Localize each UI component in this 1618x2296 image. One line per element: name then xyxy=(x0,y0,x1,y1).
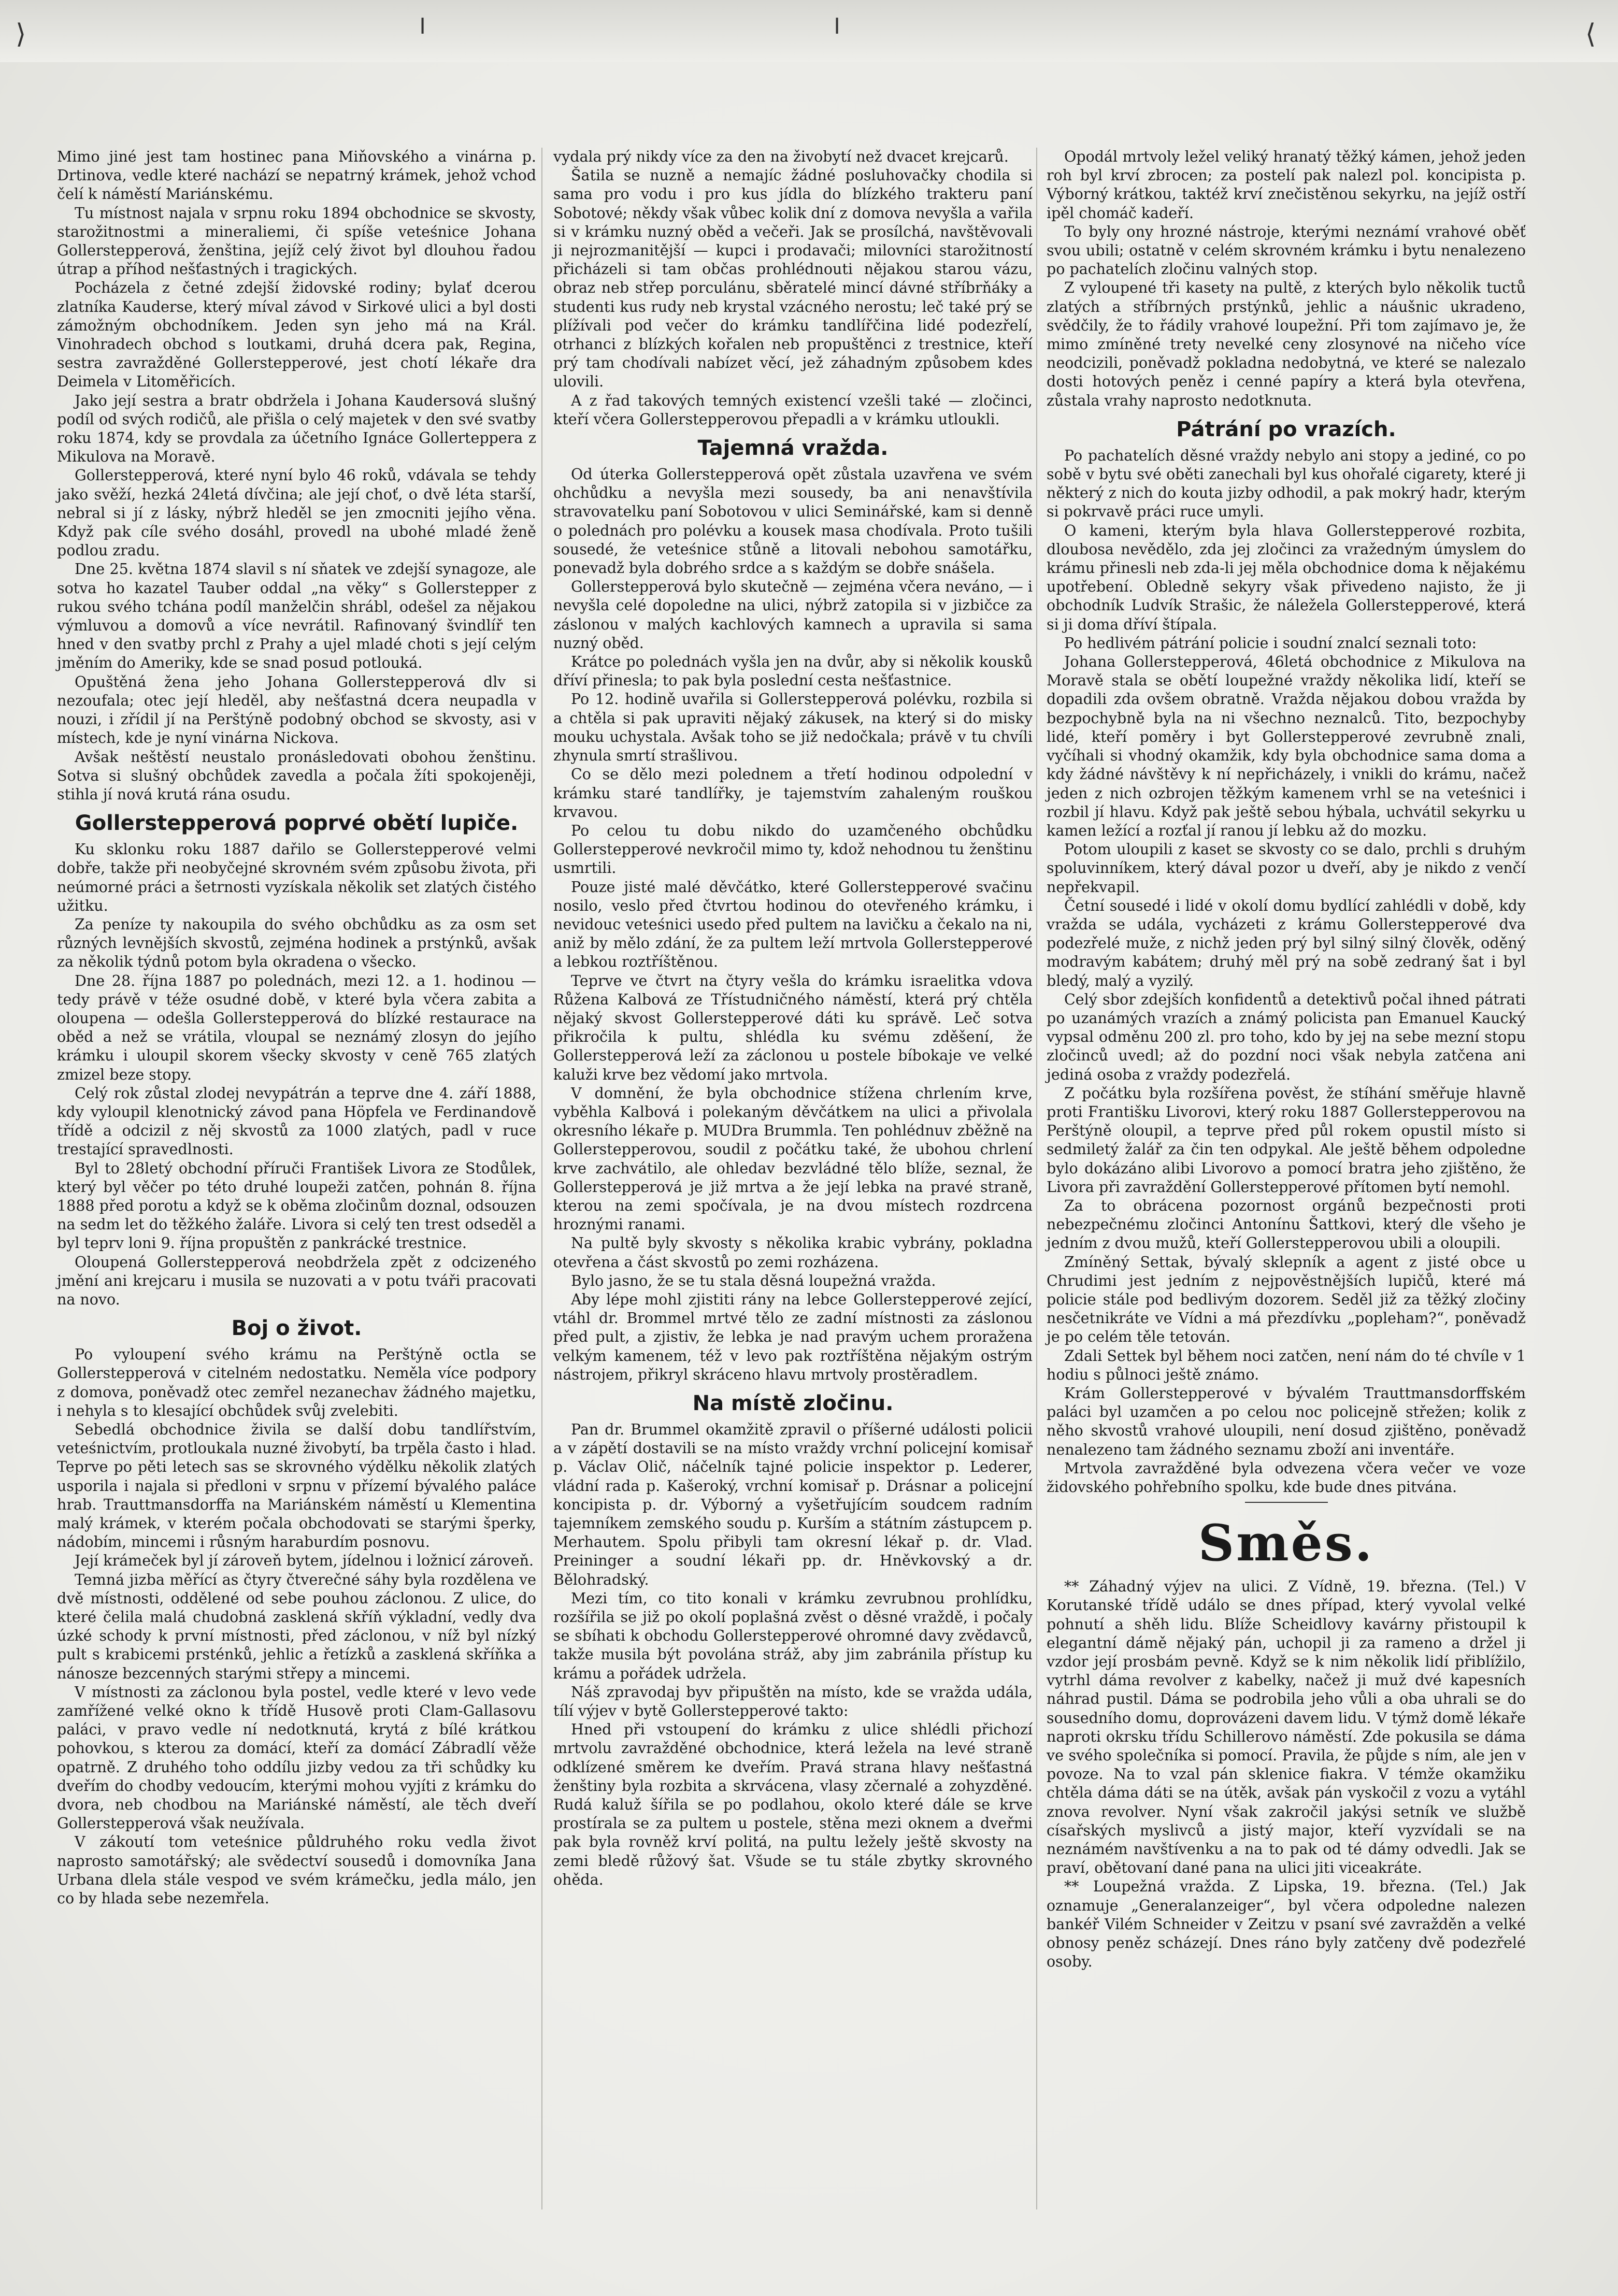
section-heading: Tajemná vražda. xyxy=(697,436,889,461)
paragraph: Krátce po polednách vyšla jen na dvůr, aby si několik kousků dříví přinesla; to pak byla poslední cesta nešťastnice. xyxy=(553,653,1033,690)
column-divider-2 xyxy=(1036,148,1037,2209)
paragraph: Mrtvola zavražděné byla odvezena včera večer ve voze židovského pohřebního spolku, kde bude dnes pitvána. xyxy=(1047,1459,1526,1496)
paragraph: Ku sklonku roku 1887 dařilo se Gollerstepperové velmi dobře, takže při neobyčejné skrovném svém způsobu života, při neúmorné práci a šetrnosti vyzískala několik set zlatých čistého užitku. xyxy=(57,841,536,914)
section-rule xyxy=(1245,1502,1328,1503)
paragraph: Od úterka Gollerstepperová opět zůstala uzavřena ve svém ohchůdku a nevyšla mezi sousedy, ba ani nenavštívila stravovatelku paní Sobotovou v ulici Seminářské, kam si denně o polednách pro polévku a kousek masa chodívala. Proto tušili sousedé, že veteśnice stůně a litovali nebohou samotářku, ponevadž byla dobrého srdce a s každým se dobře snášela. xyxy=(553,466,1033,577)
section-heading: Boj o život. xyxy=(231,1316,362,1341)
paragraph: Po hedlivém pátrání policie i soudní znalcí seznali toto: xyxy=(1064,634,1477,652)
paragraph: Náš zpravodaj byv připuštěn na místo, kde se vražda udála, tílí výjev v bytě Gollerstepperové takto: xyxy=(553,1683,1033,1720)
paragraph: Byl to 28letý obchodní příruči František Livora ze Stodůlek, který byl věčer po této druhé loupeži zatčen, pohnán 8. října 1888 před porotu a když se k oběma zločinům doznal, odsouzen na sedm let do těžkého žaláře. Livora si celý ten trest odseděl a byl teprv loni 9. října propuštěn z pankrácké trestnice. xyxy=(57,1159,536,1252)
paragraph: Za peníze ty nakoupila do svého obchůdku as za osm set různých levnějších skvostů, zejména hodinek a prstýnků, avšak za několik týdnů potom byla okradena o všecko. xyxy=(57,915,536,971)
section-heading: Gollerstepperová poprvé obětí lupiče. xyxy=(75,811,519,836)
scan-mark-center: ╵ xyxy=(829,19,846,50)
paragraph: Celý sbor zdejších konfidentů a detektivů počal ihned pátrati po uzanámých vrazích a známý policista pan Emanuel Kaucký vypsal odměnu 200 zl. pro toho, kdo by jej na sebe mezní stopu zločinců uvedl; až do pozdní noci však nebyla zatčena ani jediná osoba z vraždy podezřelá. xyxy=(1047,991,1526,1083)
column-3 xyxy=(1047,148,1526,1971)
paragraph: Celý rok zůstal zlodej nevypátrán a teprve dne 4. září 1888, kdy vyloupil klenotnický závod pana Höpfela ve Ferdinandově třídě a odcizil z něj skvostů za 1000 zlatých, padl v ruce trestající spravedlnosti. xyxy=(57,1084,536,1158)
paragraph: Pouze jisté malé děvčátko, které Gollerstepperové svačinu nosilo, veslo před čtvrtou hodinou do otevřeného krámku, i nevidouc veteśnici usedo před pultem na lavičku a čekalo na ni, aniž by mělo zdání, že za pultem leží mrtvola Gollerstepperové a lebkou roztříštěnou. xyxy=(553,878,1033,971)
paragraph: Opuštěná žena jeho Johana Gollerstepperová dlv si nezoufala; otec její hleděl, aby nešťastná dcera neupadla v nouzi, i zřídil jí na Perštýně podobný obchod se skvosty, asi v místech, kde je nyní vinárna Nickova. xyxy=(57,673,536,747)
paragraph: Po pachatelích děsné vraždy nebylo ani stopy a jediné, co po sobě v bytu své oběti zanechali byl kus ohořalé cigarety, které ji některý z nich do kouta jizby odhodil, a pak mokrý hadr, kterým si pokrvavě práci ruce umyli. xyxy=(1047,447,1526,521)
paragraph: Johana Gollerstepperová, 46letá obchodnice z Mikulova na Moravě stala se obětí loupežné vraždy několika lidí, kteří se dopadili zda ovšem obratně. Vražda nějakou dobou vražda by bezpochybně byla na ni všechno neznalců. Tito, bezpochyby lidé, kteří poměry i byt Gollerstepperové zevrubně znali, vyčíhali si vhodný okamžik, kdy byla obchodnice sama doma a kdy žádné návštěvy k ní nepřicházely, i vnikli do krámu, načež jeden z nich ozbrojen těžkým kamenem vrhl se na veteśnici i rozbil jí hlavu. Když pak ještě sebou hýbala, uchvátil sekyrku u kamen ležící a rozťal jí ranou jí lebku až do mozku. xyxy=(1047,653,1526,839)
paragraph: Bylo jasno, že se tu stala děsná loupežná vražda. xyxy=(571,1272,936,1289)
paragraph: Po vyloupení svého krámu na Perštýně octla se Gollerstepperová v citelném nedostatku. Neměla více podpory z domova, poněvadž otec zemřel nezanechav žádného majetku, i nehyla s to klesající obchůdek svůj zvelebiti. xyxy=(57,1346,536,1419)
paragraph: vydala prý nikdy více za den na živobytí než dvacet krejcarů. xyxy=(553,148,1009,165)
paragraph: Temná jizba měřící as čtyry čtverečné sáhy byla rozdělena ve dvě místnosti, oddělené od sebe pouhou záclonou. Z ulice, do které čelila malá chudobná zasklená skříň výkladní, vedly dva úzké schody k první místnosti, před záclonou, v níž byl nízký pult s krabicemi prsténků, jehlic a řetízků a zasklená skříňka a nánosze bezcenných starými střepy a mincemi. xyxy=(57,1571,536,1682)
paragraph: Pan dr. Brummel okamžitě zpravil o příšerné události policii a v zápětí dostavili se na místo vraždy vrchní policejní komisař p. Václav Olič, náčelník tajné policie inspektor p. Lederer, vládní rada p. Kašeroký, vrchní komisař p. Drásnar a policejní koncipista p. dr. Výborný a vyšetřujícím soudcem radním tajemníkem zemského soudu p. Kurším a státním zástupcem p. Merhautem. Spolu přibyli tam okresní lékař p. dr. Vlad. Preininger a soudní lékaři pp. dr. Hněvkovský a dr. Bělohradský. xyxy=(553,1421,1033,1588)
paragraph: Šatila se nuzně a nemajíc žádné posluhovačky chodila si sama pro vodu i pro kus jídla do blízkého trakteru paní Sobotové; někdy však vůbec kolik dní z domova nevyšla a vařila si v krámku nuzný oběd a večeři. Jak se prosílchá, navštěvovali ji nejrozmanitější — kupci i prodavači; milovníci starožitností přicházeli si tam občas prohlédnouti nějakou starou vázu, obraz neb střep porculánu, sběratelé mincí dávné stříbrňáky a studenti kus rudy neb krystal vzácného nerostu; leč také prý se plížívali pod večer do krámku tandlířčina lidé podezřelí, otrhanci z blízkých kořalen neb propuštěnci z trestnice, kteří prý tam chodívali nabízet věcí, jež záhadným způsobem kdes ulovili. xyxy=(553,167,1033,391)
paragraph: Z vyloupené tři kasety na pultě, z kterých bylo několik tuctů zlatých a stříbrných prstýnků, jehlic a náušnic ukradeno, svědčily, že to řádily vrahové loupežní. Při tom zajímavo je, že mimo zmíněné trety nevelké ceny zlosynové na ničeho více neodcizili, poněvadž pokladna nedobytná, ve které se nalezalo dosti hotových peněz i cenné papíry a která byla otevřena, zůstala vrahy naprosto nedotknuta. xyxy=(1047,279,1526,409)
paragraph: Oloupená Gollerstepperová neobdržela zpět z odcizeného jmění ani krejcaru i musila se nuzovati a v potu tváři pracovati na novo. xyxy=(57,1253,536,1308)
paragraph: Po 12. hodině uvařila si Gollerstepperová polévku, rozbila si a chtěla si pak upraviti nějaký zákusek, na který si do misky mouku uchystala. Avšak toho se již nedočkala; právě v tu chvíli zhynula smrtí strašlivou. xyxy=(553,691,1033,765)
paragraph: Z počátku byla rozšířena pověst, že stíhání směřuje hlavně proti Františku Livorovi, který roku 1887 Gollerstepperovou na Perštýně oloupil, a teprve před půl rokem opustil místo si sedmiletý žalář za čin ten odpykal. Ale ještě během odpoledne bylo dokázáno alibi Livorovo a pomocí bratra jeho zjištěno, že Livora při zavraždění Gollerstepperové přítomen bytí nemohl. xyxy=(1047,1084,1526,1196)
paragraph: Opodál mrtvoly ležel veliký hranatý těžký kámen, jehož jeden roh byl krví zbrocen; za postelí pak nalezl pol. koncipista p. Výborný krátkou, taktéž krví znečistěnou sekyrku, na jejíž ostří ipěl chomáč kadeří. xyxy=(1047,148,1526,222)
paragraph: V domnění, že byla obchodnice stížena chrlením krve, vyběhla Kalbová i polekaným děvčátkem na ulici a přivolala okresního lékaře p. MUDra Brummla. Ten pohlédnuv zběžně na Gollerstepperovou, soudil z počátku také, že ubohou chrlení krve zachvátilo, ale ohledav bezvládné tělo blíže, seznal, že Gollerstepperová je již mrtva a že její lebka na pravé straně, kterou na zemi spočívala, je na dvou místech rozdrcena hroznými ranami. xyxy=(553,1084,1033,1233)
col1-intro xyxy=(57,148,536,804)
paragraph: Za to obrácena pozornost orgánů bezpečnosti proti nebezpečnému zločinci Antonínu Šattkovi, který dle všeho je jedním z dvou mužů, kteří Gollerstepperovou ubili a oloupili. xyxy=(1047,1197,1526,1252)
scan-mark-right: ⟨ xyxy=(1585,19,1596,50)
paragraph: Četní sousedé i lidé v okolí domu bydlící zahlédli v době, kdy vražda se udála, vycházeti z krámu Gollerstepperové dva podezřelé muže, z nichž jeden prý byl silný silný člověk, oděný modravým kabátem; druhý měl prý na sobě zedraný šat i byl bledý, malý a vyzilý. xyxy=(1047,897,1526,989)
scan-mark-left: ⟩ xyxy=(16,19,26,50)
paragraph: V místnosti za záclonou byla postel, vedle které v levo vede zamřížené velké okno k třídě Husově proti Clam-Gallasovu paláci, v pravo vedle ní nedotknutá, krytá z bílé krátkou pohovkou, s kterou za domácí, kteří za domácí Zábradlí věže opatrně. Z druhého toho oddílu jizby vedou za tři schůdky ku dveřím do chodby vedoucím, kterými mohou vyjíti z krámku do dvora, neb chodbou na Mariánské náměstí, ale těch dveří Gollerstepperová však neužívala. xyxy=(57,1683,536,1832)
paragraph: Dne 28. října 1887 po polednách, mezi 12. a 1. hodinou — tedy právě v téže osudné době, v které byla včera zabita a oloupena — odešla Gollerstepperová do blízké restaurace na oběd a než se vrátila, vloupal se neznámý zlosyn do jejího krámku i uloupil skorem všecky skvosty v ceně 765 zlatých zmizel beze stopy. xyxy=(57,972,536,1083)
paragraph: V zákoutí tom veteśnice půldruhého roku vedla život naprosto samotářský; ale svědectví sousedů i domovníka Jana Urbana dlela stále vespod ve svém krámečku, jedla málo, jen co by hlada sebe nezemřela. xyxy=(57,1833,536,1907)
paragraph: Zmíněný Settak, bývalý sklepník a agent z jisté obce u Chrudimi jest jedním z nejpověstnějších lupičů, které má policie stále pod bedlivým dozorem. Seděl již za těžký zločiny nesčetnikráte ve Vídni a má přezdívku „popleham?“, poněvadž je po celém těle tetován. xyxy=(1047,1253,1526,1346)
paragraph: Tu místnost najala v srpnu roku 1894 obchodnice se skvosty, starožitnostmi a mineraliemi, či spíše veteśnice Johana Gollerstepperová, ženština, jejíž celý život byl dlouhou řadou útrap a příhod nešťastných i tragických. xyxy=(57,204,536,278)
column-1 xyxy=(57,148,536,1908)
paragraph: Jako její sestra a bratr obdržela i Johana Kaudersová slušný podíl od svých rodičů, ale přišla o celý majetek v den své svatby roku 1874, kdy se provdala za účetního Ignáce Gollerteppera z Mikulova na Moravě. xyxy=(57,392,536,466)
paragraph: O kameni, kterým byla hlava Gollerstepperové rozbita, dloubosa nevědělo, zda jej zločinci za vražedným úmyslem do krámu přinesli neb zda-li jej měla obchodnice doma k nějakému upotřebení. Obledně sekyry však přivedeno najisto, že ji obchodník Ludvík Strašic, že náležela Gollerstepperové, která si ji doma dříví štípala. xyxy=(1047,522,1526,633)
section-heading: Pátrání po vrazích. xyxy=(1176,417,1396,441)
paragraph: A z řad takových temných existencí vzešli také — zločinci, kteří včera Gollerstepperovou přepadli a v krámku utloukli. xyxy=(553,392,1033,428)
paragraph: ** Záhadný výjev na ulici. Z Vídně, 19. března. (Tel.) V Korutanské třídě událo se dnes případ, který vyvolal velké pohnutí a shěh lidu. Blíže Scheidlovy kavárny přistoupil k elegantní dámě nějaký pán, uchopil ji za rameno a držel ji vzdor její prosbám pevně. Když se k nim několik lidí přiblížilo, vytrhl dáma revolver z kabelky, načež ji muž dvé kapesních náhrad pustil. Dáma se podrobila jeho vůli a oba uhrali se do sousedního domu, doprovázeni davem lidu. V týmž domě lékaře naproti okrsku třídu Schillerovo náměstí. Zde pokusila se dáma ve svého společníka si pomocí. Pravila, že půjde s ním, ale jen v povoze. Na to vzal pán sklenice fiakra. V témže okamžiku chtěla dáma dáti se na útěk, avšak pán vyskočil z vozu a vytáhl znova revolver. Nyní však zakročil jakýsi setník ve službě císařských myslivců a jistý major, kteří vyzvídali se na neznámém navštívenku a na to pak od té dámy odvedli. Jak se praví, obětovaní dané pana na ulici jiti viceakráte. xyxy=(1047,1578,1526,1877)
column-2 xyxy=(553,148,1033,1889)
paragraph: Zdali Settek byl během noci zatčen, není nám do té chvíle v 1 hodiu s půlnoci ještě známo. xyxy=(1047,1347,1526,1383)
paragraph: Gollerstepperová bylo skutečně — zejména včera neváno, — i nevyšla celé dopoledne na ulici, nýbrž zatopila si v jizbičce za záslonou v malých kachlových kamnech a upravila si sama nuzný oběd. xyxy=(553,578,1033,652)
paragraph: Krám Gollerstepperové v bývalém Trauttmansdorffském paláci byl uzamčen a po celou noc policejně střežen; kolik z něho skvostů vrahové uloupili, není dosud zjištěno, poněvadž nenalezeno tam žádného seznamu zboží ani inventáře. xyxy=(1047,1385,1526,1458)
paragraph: Její krámeček byl jí zároveň bytem, jídelnou i ložnicí zároveň. xyxy=(75,1552,534,1570)
paragraph: Sebedlá obchodnice živila se další dobu tandlířstvím, veteśnictvím, protloukala nuzné živobytí, ba trpěla často i hlad. Teprve po pěti letech sas se skrovného výdělku několik zlatých usporila i najala si předloni v srpnu v přízemí bývalého paláce hrab. Trauttmansdorffa na Mariánském náměstí u Klementina malý krámek, v kterém počala obchodovati se starými šperky, nádobím, mincemi i růsným haraburdím posnovu. xyxy=(57,1421,536,1551)
paragraph: Co se dělo mezi polednem a třetí hodinou odpolední v krámku staré tandlířky, je tajemstvím zahaleným rouškou krvavou. xyxy=(553,766,1033,821)
paragraph: Aby lépe mohl zjistiti rány na lebce Gollerstepperové zející, vtáhl dr. Brommel mrtvé tělo ze zadní místnosti za záslonou před pult, a zjistiv, že lebka je nad pravým uchem proražena velkým kamenem, též v levo pak roztříštěna nějakým ostrým nástrojem, přikryl skráceno hlavu mrtvoly prostěradlem. xyxy=(553,1290,1033,1383)
column-divider-1 xyxy=(541,148,542,2209)
paragraph: Avšak neštěstí neustalo pronásledovati obohou ženštinu. Sotva si slušný obchůdek zavedla a počala žíti spokojeněji, stihla jí nová krutá rána osudu. xyxy=(57,748,536,803)
paragraph: Mimo jiné jest tam hostinec pana Miňovského a vinárna p. Drtinova, vedle které nachází se nepatrný krámek, jehož vchod čelí k náměstí Mariánskému. xyxy=(57,148,536,203)
paragraph: Potom uloupili z kaset se skvosty co se dalo, prchli s druhým spoluvinníkem, který dával pozor u dveří, aby je nikdo z venčí nepřekvapil. xyxy=(1047,841,1526,896)
paragraph: Pocházela z četné zdejší židovské rodiny; bylať dcerou zlatníka Kauderse, který míval závod v Sirkové ulici a byl dosti zámožným obchodníkem. Jeden syn jeho má na Král. Vinohradech obchod s loutkami, druhá dcera pak, Regina, sestra zavražděné Gollerstepperové, jest chotí lékaře dra Deimela v Litoměřicích. xyxy=(57,279,536,391)
scan-mark-center-left: ╵ xyxy=(414,19,431,50)
section-heading: Na místě zločinu. xyxy=(692,1391,894,1415)
scan-top-edge xyxy=(0,0,1618,62)
paragraph: Gollerstepperová, které nyní bylo 46 roků, vdávala se tehdy jako svěží, hezká 24letá dívčina; ale její choť, o dvě léta starší, nebral si jí z lásky, nýbrž hleděl se jen zmocniti jejího věna. Když pak cíle svého dosáhl, provedl na ubohé mladé ženě podlou zradu. xyxy=(57,467,536,559)
paragraph: Hned při vstoupení do krámku z ulice shlédli přichozí mrtvolu zavražděné obchodnice, která ležela na levé straně odklízené směrem ke dveřím. Pravá strana hlavy nešťastná ženštiny byla rozbita a skrvácena, vlasy zčernalé a zohyzděné. Rudá kaluž šířila se po podlahou, okolo které dále se krve prostírala se za pultem u postele, stěna mezi oknem a dveřmi pak byla rovněž krví politá, na pultu ležely ještě skvosty na zemi bledě růžový šat. Všude se tu stále zbytky skrovného ohěda. xyxy=(553,1721,1033,1888)
paragraph: Dne 25. května 1874 slavil s ní sňatek ve zdejší synagoze, ale sotva ho kazatel Tauber oddal „na věky“ s Gollerstepper z rukou svého tchána podíl manželčin shrábl, odešel za nějakou výmluvou a domovů a více nevrátil. Rafinovaný švindlíř ten hned v den svatby prchl z Prahy a ujel mladé choti s její celým jměním do Ameriky, kde se snad posud potlouká. xyxy=(57,561,536,672)
section-heading-smes: Směs. xyxy=(1198,1514,1374,1573)
paragraph: Mezi tím, co tito konali v krámku zevrubnou prohlídku, rozšířila se již po okolí poplašná zvěst o děsné vraždě, i počaly se sbíhati k obchodu Gollerstepperové ohromné davy zvědavců, takže musila být povolána stráž, aby jim zabránila přístup ku krámu a pořádek udržela. xyxy=(553,1589,1033,1682)
paragraph: Na pultě byly skvosty s několika krabic vybrány, pokladna otevřena a část skvostů po zemi rozházena. xyxy=(553,1235,1033,1271)
paragraph: To byly ony hrozné nástroje, kterými neznámí vrahové oběť svou ubili; ostatně v celém skrovném krámku i bytu nenalezeno po pachatelích zločinu valných stop. xyxy=(1047,223,1526,278)
paragraph: Po celou tu dobu nikdo do uzamčeného obchůdku Gollerstepperové nevkročil mimo ty, kdož nehodnou tu ženštinu usmrtili. xyxy=(553,822,1033,877)
paragraph: ** Loupežná vražda. Z Lipska, 19. března. (Tel.) Jak oznamuje „Generalanzeiger“, byl včera odpoledne nalezen bankéř Vilém Schneider v Zeitzu v psaní své zavražděn a velké obnosy peněz scházejí. Dnes ráno byly zatčeny dvě podezřelé osoby. xyxy=(1047,1878,1526,1971)
paragraph: Teprve ve čtvrt na čtyry vešla do krámku israelitka vdova Růžena Kalbová ze Třístudničného náměstí, která prý chtěla nějaký skvost Gollerstepperové dáti ku správě. Leč sotva přikročila k pultu, shlédla ku svému zděšení, že Gollerstepperová leží za záclonou u postele bíbokaje ve velké kaluži krve bez vědomí jako mrtvola. xyxy=(553,972,1033,1083)
